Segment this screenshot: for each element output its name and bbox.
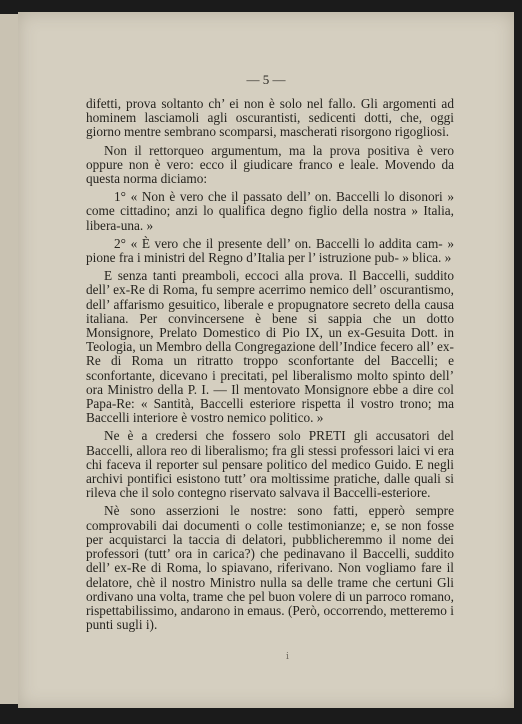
paragraph-2: Non il rettorqueo argumentum, ma la prova positiva è vero oppure non è vero: ecco il giudicare franco e leale. Movendo da questa norma diciamo: xyxy=(86,142,454,187)
body-text xyxy=(86,97,454,636)
paragraph-4: Ne è a credersi che fossero solo PRETI gli accusatori del Baccelli, allora reo di liberalismo; fra gli stessi professori laici vi era chi faceva il reporter sul pensare politico del medico Guido. E negli archivi pontifici esistono tutt’ ora moltissime pratiche, dalle quali si rileva che il solo contegno riservato salvava il Baccelli-esteriore. xyxy=(86,428,454,501)
facing-page-edge xyxy=(0,14,19,704)
page-number: — 5 — xyxy=(246,72,286,87)
quote-1: 1° « Non è vero che il passato dell’ on. Baccelli lo disonori » come cittadino; anzi lo qualifica degno figlio della nostra » Italia, libera-una. » xyxy=(86,189,454,233)
paragraph-5: Nè sono asserzioni le nostre: sono fatti, epperò sempre comprovabili dai documenti o colle testimonianze; e, se non fosse per acquistarci la taccia di delatori, pubblicheremmo il nome dei professori (tutt’ ora in carica?) che pedinavano il Baccelli, suddito dell’ ex-Re di Roma, lo spiavano, riferivano. Non vogliamo fare il delatore, chè il nostro Ministro nulla sa delle trame che certuni Gli ordivano una volta, trame che pel buon volere di un parroco romano, rispettabilissimo, andarono in emaus. (Però, occorrendo, metteremo i punti sugli i). xyxy=(86,503,454,633)
paragraph-3: E senza tanti preamboli, eccoci alla prova. Il Baccelli, suddito dell’ ex-Re di Roma, fu sempre acerrimo nemico dell’ oscurantismo, dell’ affarismo gesuitico, liberale e propugnatore secreto della causa italiana. Per convincersene è bene si sappia che un dotto Monsignore, Prelato Domestico di Pio IX, un ex-Gesuita Dott. in Teologia, un Membro della Congregazione dell’Indice fecero all’ ex-Re di Roma un ritratto troppo sconfortante del Baccelli; e sconfortante, dicevano i precitati, pel liberalismo molto spinto dell’ ora Ministro della P. I. — Il mentovato Monsignore ebbe a dire col Papa-Re: « Santità, Baccelli esteriore rispetta il vostro trono; ma Baccelli interiore è vostro nemico politico. » xyxy=(86,268,454,426)
document-page xyxy=(18,12,514,708)
quote-2: 2° « È vero che il presente dell’ on. Baccelli lo addita cam- » pione fra i ministri del Regno d’Italia per l’ istruzione pub- » blica. » xyxy=(86,235,454,266)
paragraph-1: difetti, prova soltanto ch’ ei non è solo nel fallo. Gli argomenti ad hominem lasciamoli agli oscurantisti, sedicenti dotti, che, oggi giorno mentre sembrano scomparsi, mascherati risorgono rigogliosi. xyxy=(86,96,454,140)
bottom-mark: i xyxy=(286,652,289,662)
